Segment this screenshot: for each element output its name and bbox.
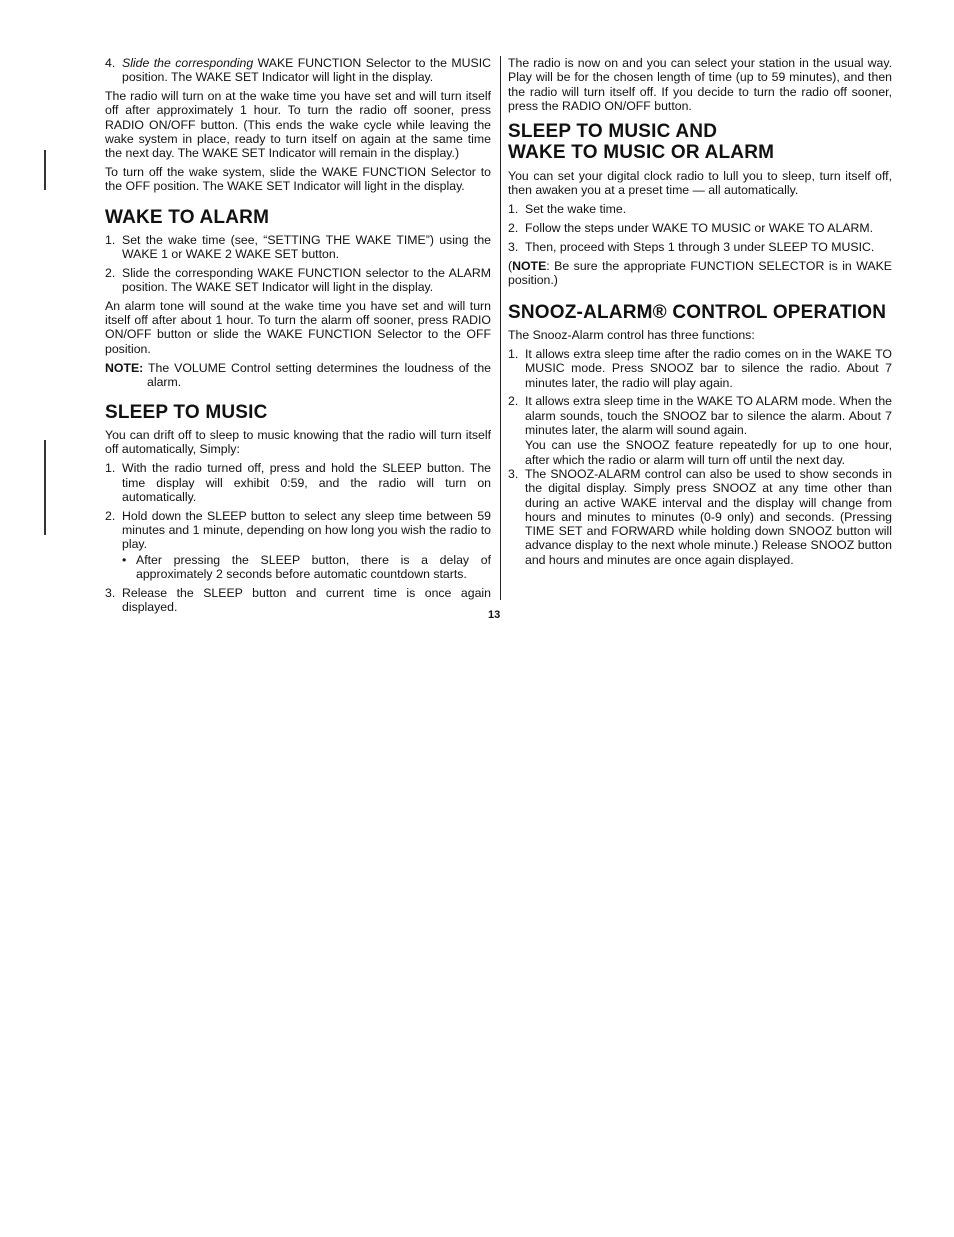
- paragraph: The radio will turn on at the wake time you have set and will turn itself off after approximately 1 hour. To turn the radio off sooner, press RADIO ON/OFF button. (This ends the wake cycle while leaving the wake system in place, ready to turn itself on again at the same time the next day. The WAKE SET Indicator will remain in the display.): [105, 89, 491, 161]
- paragraph: An alarm tone will sound at the wake time you have set and will turn itself off after about 1 hour. To turn the alarm off sooner, press RADIO ON/OFF button or slide the WAKE FUNCTION Selector to the OFF position.: [105, 298, 491, 356]
- list-item: 4. Slide the corresponding WAKE FUNCTION Selector to the MUSIC position. The WAKE SET Indicator will light in the display.: [105, 56, 491, 85]
- section-heading: SLEEP TO MUSIC: [105, 402, 268, 424]
- paragraph: You can drift off to sleep to music knowing that the radio will turn itself off automatically, Simply:: [105, 428, 491, 457]
- bullet-item: • After pressing the SLEEP button, there is a delay of approximately 2 seconds before automatic countdown starts.: [122, 552, 491, 581]
- list-item: 2. Hold down the SLEEP button to select any sleep time between 59 minutes and 1 minute, depending on how long you wish the radio to play.: [105, 508, 491, 552]
- note: (NOTE: Be sure the appropriate FUNCTION SELECTOR is in WAKE position.): [508, 258, 892, 287]
- list-item: 2. It allows extra sleep time in the WAKE TO ALARM mode. When the alarm sounds, touch the SNOOZ bar to silence the alarm. About 7 minutes later, the alarm will sound again.: [508, 394, 892, 438]
- left-column: [105, 56, 491, 619]
- list-item: 2. Follow the steps under WAKE TO MUSIC or WAKE TO ALARM.: [508, 221, 874, 236]
- section-heading: SNOOZ-ALARM® CONTROL OPERATION: [508, 302, 887, 324]
- paragraph: You can set your digital clock radio to lull you to sleep, turn itself off, then awaken you at a preset time — all automatically.: [508, 169, 892, 198]
- list-item: 3. Release the SLEEP button and current time is once again displayed.: [105, 585, 491, 614]
- list-item: 2. Slide the corresponding WAKE FUNCTION selector to the ALARM position. The WAKE SET Indicator will light in the display.: [105, 265, 491, 295]
- note: NOTE: The VOLUME Control setting determines the loudness of the alarm.: [105, 360, 491, 389]
- right-column: [508, 56, 892, 572]
- list-item: 1. Set the wake time.: [508, 202, 627, 217]
- section-heading: WAKE TO ALARM: [105, 206, 270, 228]
- list-item: 1. It allows extra sleep time after the radio comes on in the WAKE TO MUSIC mode. Press SNOOZ bar to silence the radio. About 7 minutes later, the radio will play again.: [508, 347, 892, 390]
- paragraph: The radio is now on and you can select your station in the usual way. Play will be for the chosen length of time (up to 59 minutes), and then the radio will turn itself off. If you decide to turn the radio off sooner, press the RADIO ON/OFF button.: [508, 56, 892, 113]
- list-item: 1. With the radio turned off, press and hold the SLEEP button. The time display will exhibit 0:59, and the radio will turn on automatically.: [105, 461, 491, 504]
- list-item: 3. Then, proceed with Steps 1 through 3 under SLEEP TO MUSIC.: [508, 239, 875, 254]
- section-heading: SLEEP TO MUSIC AND WAKE TO MUSIC OR ALARM: [508, 121, 775, 164]
- list-item: 1. Set the wake time (see, “SETTING THE WAKE TIME”) using the WAKE 1 or WAKE 2 WAKE SET button.: [105, 232, 491, 261]
- paragraph: To turn off the wake system, slide the WAKE FUNCTION Selector to the OFF position. The WAKE SET Indicator will light in the display.: [105, 165, 491, 194]
- column-divider: [500, 56, 501, 600]
- paragraph: The Snooz-Alarm control has three functions:: [508, 328, 755, 343]
- scan-artifact: [40, 440, 62, 535]
- scan-artifact: [40, 150, 62, 190]
- paragraph: You can use the SNOOZ feature repeatedly for up to one hour, after which the radio or alarm will turn off until the next day.: [525, 438, 892, 467]
- list-item: 3. The SNOOZ-ALARM control can also be used to show seconds in the digital display. Simply press SNOOZ at any time other than during an active WAKE interval and the display will change from hours and minutes to minutes (0-9 only) and seconds. (Pressing TIME SET and FORWARD while holding down SNOOZ button will advance display to the next whole minute.) Release SNOOZ button and hours and minutes are once again displayed.: [508, 466, 892, 567]
- page-number: 13: [488, 609, 501, 621]
- bullet-icon: •: [122, 552, 127, 567]
